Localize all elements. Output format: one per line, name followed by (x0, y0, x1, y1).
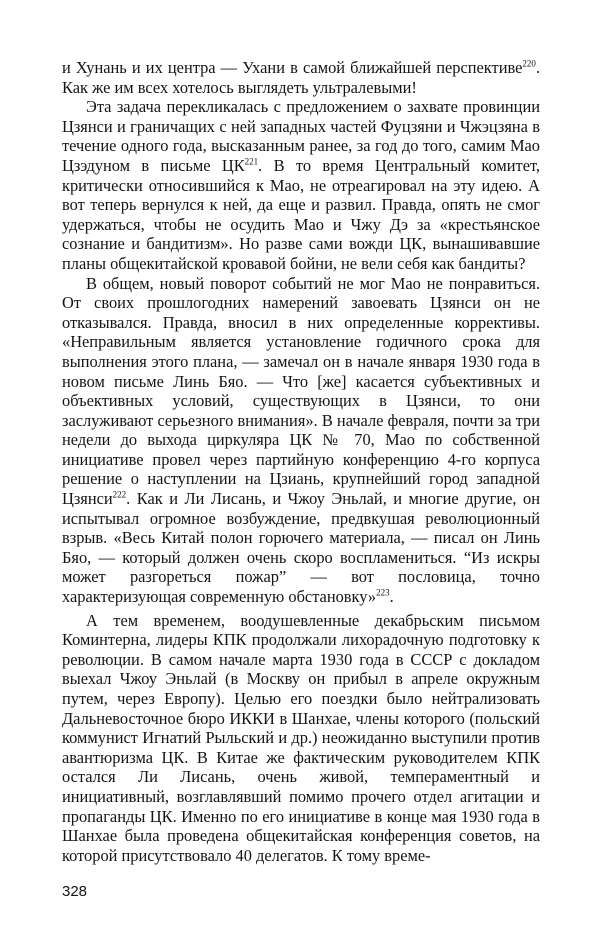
footnote-ref-220: 220 (522, 58, 536, 69)
paragraph-1 (62, 58, 540, 97)
footnote-ref-223: 223 (376, 587, 390, 598)
p2-text-b: . В то время Центральный комитет, критически относившийся к Мао, не отреагировал на эту идею. А вот теперь вернулся к ней, да еще и развил. Правда, опять не смог удержаться, чтобы не осудить Мао и Чжу Дэ за «крестьянское сознание и бандитизм». Но разве сами вожди ЦК, вынашивавшие планы общекитайской кровавой бойни, не вели себя как бандиты? (62, 155, 540, 273)
footnote-ref-221: 221 (244, 156, 259, 167)
p1-text-a: и Хунань и их центра — Ухани в самой ближайшей перспективе (62, 58, 523, 77)
footnote-ref-222: 222 (112, 489, 127, 500)
p3-text-a: В общем, новый поворот событий не мог Мао не понравиться. От своих прошлогодних намерений завоевать Цзянси он не отказывался. Правда, вносил в них определенные коррективы. «Неправильным является установление годичного срока для выполнения этого плана, — замечал он в начале января 1930 года в новом письме Линь Бяо. — Что [же] касается субъективных и объективных условий, существующих в Цзянси, то они заслуживают серьезного внимания». В начале февраля, почти за три недели до выхода циркуляра ЦК № 70, Мао по собственной инициативе провел через партийную конференцию 4-го корпуса решение о наступлении на Цзиань, крупнейший город западной Цзянси (62, 273, 540, 509)
book-page-text (62, 58, 540, 865)
p2-text-a: Эта задача перекликалась с предложением о захвате провинции Цзянси и граничащих с ней западных частей Фуцзяни и Чжэцзяна в течение одного года, высказанным ранее, за год до того, самим Мао Цзэдуном в письме ЦК (62, 97, 540, 175)
p3-text-c: . (389, 587, 394, 607)
p3-text-b: . Как и Ли Лисань, и Чжоу Эньлай, и многие другие, он испытывал огромное возбуждение, предвкушая революционный взрыв. «Весь Китай полон горючего материала, — писал он Линь Бяо, — который должен очень скоро воспламениться. “Из искры может разгореться пожар” — вот пословица, точно характеризующая современную обстановку» (62, 489, 540, 607)
paragraph-2 (62, 97, 540, 273)
p4-text-a: А тем временем, воодушевленные декабрьским письмом Коминтерна, лидеры КПК продолжали лихорадочную подготовку к революции. В самом начале марта 1930 года в СССР с докладом выехал Чжоу Эньлай (в Москву он прибыл в апреле окружным путем, через Европу). Целью его поездки было нейтрализовать Дальневосточное бюро ИККИ в Шанхае, члены которого (польский коммунист Игнатий Рыльский и др.) неожиданно выступили против авантюризма ЦК. В Китае же фактическим руководителем КПК остался Ли Лисань, очень живой, темпераментный и инициативный, возглавлявший помимо прочего отдел агитации и пропаганды ЦК. Именно по его инициативе в конце мая 1930 года в Шанхае была проведена общекитайская конференция советов, на которой присутствовало 40 делегатов. К тому време- (62, 610, 540, 865)
paragraph-4 (62, 611, 540, 866)
paragraph-3 (62, 274, 540, 607)
p1-text-b: . Как же им всех хотелось выглядеть ультралевыми! (62, 58, 540, 97)
page-number: 328 (62, 883, 88, 900)
